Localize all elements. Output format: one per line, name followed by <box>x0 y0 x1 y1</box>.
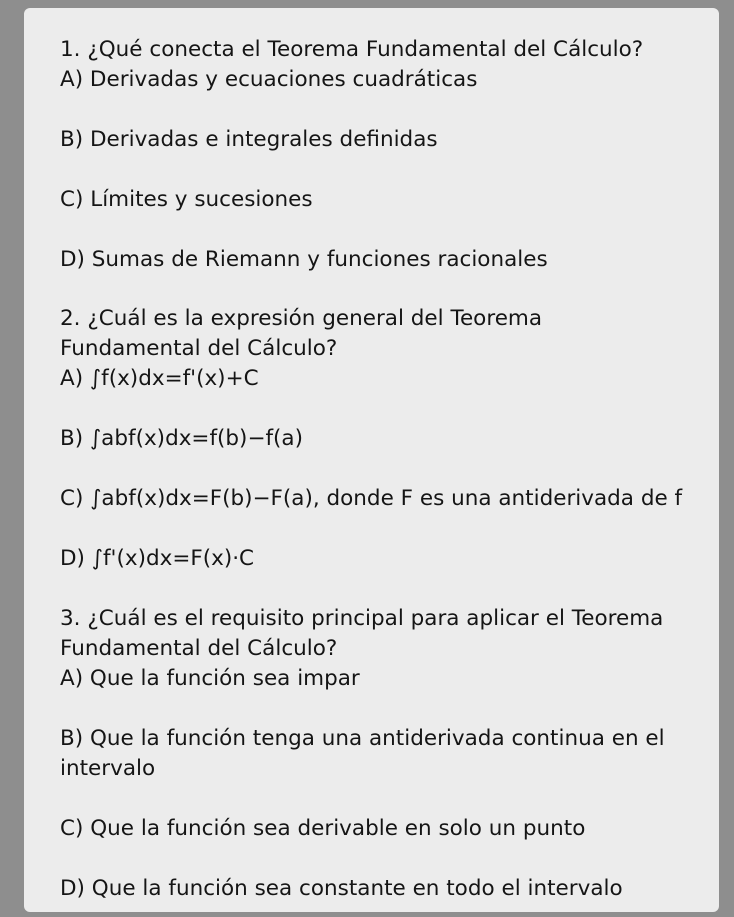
question-3-option-b: B) Que la función tenga una antiderivada continua en el <box>60 726 665 751</box>
question-1-option-a: A) Derivadas y ecuaciones cuadráticas <box>60 67 478 92</box>
question-sheet <box>24 8 719 912</box>
question-3-option-c: C) Que la función sea derivable en solo un punto <box>60 816 586 841</box>
question-1-option-c: C) Límites y sucesiones <box>60 187 313 212</box>
question-1-prompt: 1. ¿Qué conecta el Teorema Fundamental del Cálculo? <box>60 37 644 62</box>
question-3-option-d: D) Que la función sea constante en todo el intervalo <box>60 876 623 901</box>
question-2-option-d: D) ∫f'(x)dx=F(x)·C <box>60 546 255 571</box>
question-1-option-b: B) Derivadas e integrales definidas <box>60 127 438 152</box>
question-2-option-c: C) ∫abf(x)dx=F(b)−F(a), donde F es una antiderivada de f <box>60 486 683 511</box>
question-2-option-a: A) ∫f(x)dx=f'(x)+C <box>60 366 259 391</box>
question-3-prompt-cont: Fundamental del Cálculo? <box>60 636 338 661</box>
question-2-prompt: 2. ¿Cuál es la expresión general del Teorema <box>60 306 543 331</box>
question-2-option-b: B) ∫abf(x)dx=f(b)−f(a) <box>60 426 303 451</box>
question-3-option-a: A) Que la función sea impar <box>60 666 360 691</box>
question-3-option-b-cont: intervalo <box>60 756 156 781</box>
question-1-option-d: D) Sumas de Riemann y funciones racionales <box>60 247 548 272</box>
question-3-prompt: 3. ¿Cuál es el requisito principal para aplicar el Teorema <box>60 606 664 631</box>
question-2-prompt-cont: Fundamental del Cálculo? <box>60 336 338 361</box>
